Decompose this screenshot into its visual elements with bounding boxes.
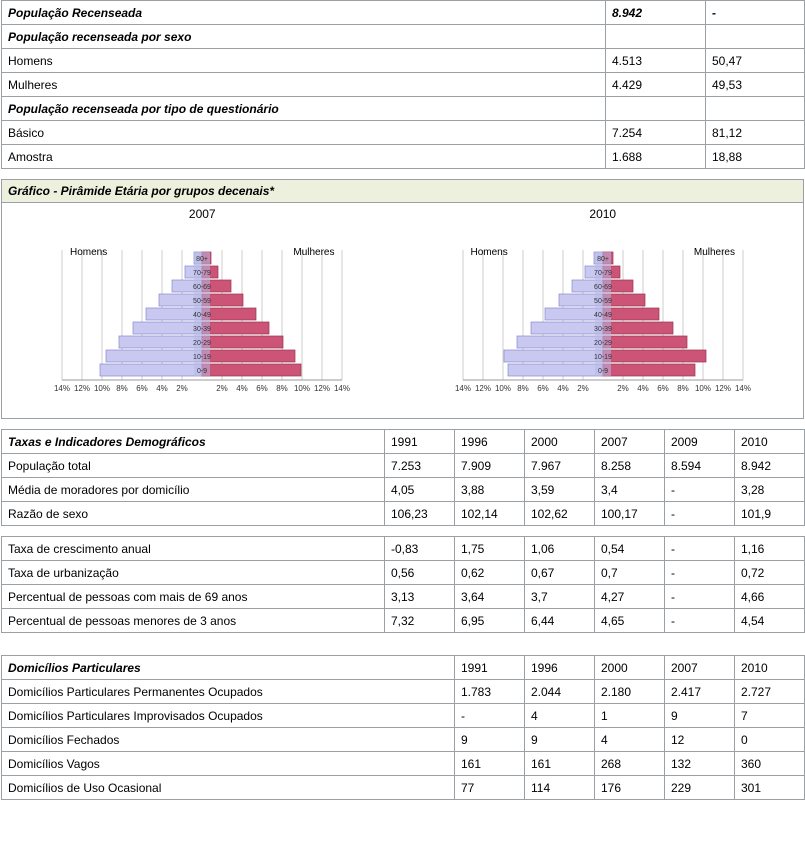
svg-text:2%: 2% — [616, 384, 629, 393]
svg-text:14%: 14% — [454, 384, 471, 393]
cell-value: 4,66 — [735, 585, 805, 609]
svg-text:12%: 12% — [74, 384, 91, 393]
table-row — [2, 537, 805, 561]
cell-value: 4,27 — [595, 585, 665, 609]
men-axis-label-left: Homens — [70, 247, 108, 258]
cell-value: 0,62 — [455, 561, 525, 585]
table-row — [2, 97, 805, 121]
table-row — [2, 25, 805, 49]
table-row — [2, 704, 805, 728]
basic-value: 7.254 — [606, 121, 706, 145]
svg-text:6%: 6% — [536, 384, 549, 393]
row-label: Domicílios Vagos — [2, 752, 455, 776]
cell-value: 7 — [735, 704, 805, 728]
cell-value: 1 — [595, 704, 665, 728]
cell-value: 0 — [735, 728, 805, 752]
indicators-table — [1, 429, 805, 526]
svg-text:10-19: 10-19 — [593, 354, 612, 361]
column-header-2009: 2009 — [665, 430, 735, 454]
men-value: 4.513 — [606, 49, 706, 73]
table-row — [2, 776, 805, 800]
cell-value: 2.180 — [595, 680, 665, 704]
women-label: Mulheres — [2, 73, 606, 97]
cell-value: 6,95 — [455, 609, 525, 633]
svg-text:12%: 12% — [474, 384, 491, 393]
svg-text:30-39: 30-39 — [593, 326, 612, 333]
column-header-2000: 2000 — [595, 656, 665, 680]
table-row — [2, 478, 805, 502]
cell-value: - — [665, 478, 735, 502]
cell-value: 1,06 — [525, 537, 595, 561]
cell-value: 0,72 — [735, 561, 805, 585]
cell-value: - — [665, 585, 735, 609]
column-header-1991: 1991 — [385, 430, 455, 454]
svg-text:2%: 2% — [176, 384, 189, 393]
cell-value: 161 — [455, 752, 525, 776]
svg-text:6%: 6% — [136, 384, 149, 393]
charts-row — [2, 203, 803, 418]
chart-year-right: 2010 — [589, 207, 617, 221]
population-table — [1, 0, 805, 169]
column-header-2000: 2000 — [525, 430, 595, 454]
cell-value: 3,28 — [735, 478, 805, 502]
column-header-1996: 1996 — [525, 656, 595, 680]
svg-text:10-19: 10-19 — [193, 354, 212, 361]
svg-text:10%: 10% — [494, 384, 511, 393]
row-label: Domicílios Particulares Permanentes Ocupados — [2, 680, 455, 704]
cell-value: 0,56 — [385, 561, 455, 585]
cell-value: -0,83 — [385, 537, 455, 561]
cell-value: 106,23 — [385, 502, 455, 526]
svg-text:6%: 6% — [256, 384, 269, 393]
women-percent: 49,53 — [706, 73, 805, 97]
cell-value: 3,13 — [385, 585, 455, 609]
cell-value: 161 — [525, 752, 595, 776]
cell-value: 0,54 — [595, 537, 665, 561]
women-axis-label-right: Mulheres — [693, 247, 735, 258]
cell-value: 7.253 — [385, 454, 455, 478]
cell-value: 176 — [595, 776, 665, 800]
cell-value: 7.909 — [455, 454, 525, 478]
svg-text:40-49: 40-49 — [593, 312, 612, 319]
households-table — [1, 655, 805, 800]
table-row — [2, 121, 805, 145]
population-by-sex-value — [606, 25, 706, 49]
table-row — [2, 73, 805, 97]
age-pyramid-chart-block — [1, 179, 804, 419]
chart-title: Gráfico - Pirâmide Etária por grupos decenais* — [2, 179, 803, 203]
population-by-sex-percent — [706, 25, 805, 49]
svg-text:0-9: 0-9 — [597, 368, 608, 375]
population-total-label: População Recenseada — [2, 1, 606, 25]
women-axis-label-left: Mulheres — [293, 247, 335, 258]
svg-text:70-79: 70-79 — [593, 270, 612, 277]
column-header-2007: 2007 — [665, 656, 735, 680]
svg-text:10%: 10% — [94, 384, 111, 393]
svg-text:2%: 2% — [216, 384, 229, 393]
spacer — [0, 419, 803, 429]
cell-value: 268 — [595, 752, 665, 776]
cell-value: 3,64 — [455, 585, 525, 609]
population-by-questionnaire-percent — [706, 97, 805, 121]
cell-value: 4 — [525, 704, 595, 728]
svg-text:40-49: 40-49 — [193, 312, 212, 319]
row-label: Razão de sexo — [2, 502, 385, 526]
svg-text:20-29: 20-29 — [593, 340, 612, 347]
cell-value: 3,7 — [525, 585, 595, 609]
cell-value: - — [455, 704, 525, 728]
svg-text:6%: 6% — [656, 384, 669, 393]
svg-text:10%: 10% — [294, 384, 311, 393]
basic-percent: 81,12 — [706, 121, 805, 145]
svg-text:60-69: 60-69 — [193, 284, 212, 291]
cell-value: 1,75 — [455, 537, 525, 561]
cell-value: - — [665, 502, 735, 526]
households-table-body — [2, 656, 805, 800]
cell-value: 360 — [735, 752, 805, 776]
cell-value: 114 — [525, 776, 595, 800]
cell-value: 1.783 — [455, 680, 525, 704]
population-by-questionnaire-value — [606, 97, 706, 121]
table-row — [2, 680, 805, 704]
row-label: Domicílios Fechados — [2, 728, 455, 752]
svg-text:30-39: 30-39 — [193, 326, 212, 333]
cell-value: 102,14 — [455, 502, 525, 526]
cell-value: 7.967 — [525, 454, 595, 478]
women-value: 4.429 — [606, 73, 706, 97]
table-row — [2, 454, 805, 478]
table-row — [2, 585, 805, 609]
basic-label: Básico — [2, 121, 606, 145]
cell-value: 4 — [595, 728, 665, 752]
svg-text:14%: 14% — [54, 384, 71, 393]
cell-value: 8.942 — [735, 454, 805, 478]
svg-text:4%: 4% — [556, 384, 569, 393]
cell-value: 4,54 — [735, 609, 805, 633]
table-row — [2, 145, 805, 169]
row-label: Taxa de crescimento anual — [2, 537, 385, 561]
cell-value: 9 — [665, 704, 735, 728]
sample-percent: 18,88 — [706, 145, 805, 169]
pyramid-wrap-right — [403, 225, 804, 410]
table-header-row — [2, 430, 805, 454]
column-header-2007: 2007 — [595, 430, 665, 454]
svg-text:20-29: 20-29 — [193, 340, 212, 347]
cell-value: 0,7 — [595, 561, 665, 585]
population-total-percent: - — [706, 1, 805, 25]
rates-table-body — [2, 537, 805, 633]
cell-value: 229 — [665, 776, 735, 800]
column-header-1996: 1996 — [455, 430, 525, 454]
svg-text:8%: 8% — [276, 384, 289, 393]
men-percent: 50,47 — [706, 49, 805, 73]
row-label: Percentual de pessoas com mais de 69 anos — [2, 585, 385, 609]
svg-text:80+: 80+ — [196, 256, 209, 263]
cell-value: 301 — [735, 776, 805, 800]
table-row — [2, 502, 805, 526]
cell-value: 77 — [455, 776, 525, 800]
table-row — [2, 609, 805, 633]
table-header-row — [2, 656, 805, 680]
cell-value: 102,62 — [525, 502, 595, 526]
spacer — [0, 526, 803, 536]
cell-value: - — [665, 561, 735, 585]
cell-value: 3,59 — [525, 478, 595, 502]
chart-year-left: 2007 — [188, 207, 216, 221]
cell-value: 3,88 — [455, 478, 525, 502]
svg-text:12%: 12% — [714, 384, 731, 393]
svg-text:60-69: 60-69 — [593, 284, 612, 291]
svg-text:0-9: 0-9 — [197, 368, 208, 375]
population-total-value: 8.942 — [606, 1, 706, 25]
population-by-questionnaire-label: População recenseada por tipo de questionário — [2, 97, 606, 121]
table-row — [2, 728, 805, 752]
svg-text:14%: 14% — [334, 384, 351, 393]
row-label: Taxa de urbanização — [2, 561, 385, 585]
cell-value: 132 — [665, 752, 735, 776]
men-label: Homens — [2, 49, 606, 73]
cell-value: 12 — [665, 728, 735, 752]
rates-table — [1, 536, 805, 633]
cell-value: 2.044 — [525, 680, 595, 704]
sample-label: Amostra — [2, 145, 606, 169]
sample-value: 1.688 — [606, 145, 706, 169]
cell-value: 9 — [525, 728, 595, 752]
cell-value: 0,67 — [525, 561, 595, 585]
cell-value: 3,4 — [595, 478, 665, 502]
table-row — [2, 561, 805, 585]
cell-value: 2.727 — [735, 680, 805, 704]
cell-value: - — [665, 609, 735, 633]
row-label: Domicílios Particulares Improvisados Ocupados — [2, 704, 455, 728]
cell-value: 9 — [455, 728, 525, 752]
population-table-body — [2, 1, 805, 169]
svg-text:2%: 2% — [576, 384, 589, 393]
svg-text:8%: 8% — [676, 384, 689, 393]
column-header-1991: 1991 — [455, 656, 525, 680]
cell-value: 4,05 — [385, 478, 455, 502]
svg-text:10%: 10% — [694, 384, 711, 393]
svg-text:80+: 80+ — [596, 256, 609, 263]
svg-text:8%: 8% — [516, 384, 529, 393]
svg-text:4%: 4% — [236, 384, 249, 393]
row-label: Percentual de pessoas menores de 3 anos — [2, 609, 385, 633]
cell-value: 101,9 — [735, 502, 805, 526]
table-row — [2, 752, 805, 776]
cell-value: 7,32 — [385, 609, 455, 633]
svg-text:4%: 4% — [156, 384, 169, 393]
pyramid-chart-2007 — [2, 203, 403, 418]
households-title: Domicílios Particulares — [2, 656, 455, 680]
population-by-sex-label: População recenseada por sexo — [2, 25, 606, 49]
indicators-title: Taxas e Indicadores Demográficos — [2, 430, 385, 454]
cell-value: 2.417 — [665, 680, 735, 704]
indicators-table-body — [2, 430, 805, 526]
row-label: Média de moradores por domicílio — [2, 478, 385, 502]
spacer — [0, 169, 803, 179]
row-label: Domicílios de Uso Ocasional — [2, 776, 455, 800]
cell-value: 6,44 — [525, 609, 595, 633]
cell-value: 8.258 — [595, 454, 665, 478]
cell-value: - — [665, 537, 735, 561]
svg-text:70-79: 70-79 — [193, 270, 212, 277]
cell-value: 8.594 — [665, 454, 735, 478]
column-header-2010: 2010 — [735, 656, 805, 680]
spacer — [0, 633, 803, 655]
men-axis-label-right: Homens — [470, 247, 508, 258]
table-row — [2, 1, 805, 25]
svg-text:8%: 8% — [116, 384, 129, 393]
svg-text:50-59: 50-59 — [593, 298, 612, 305]
svg-text:14%: 14% — [734, 384, 751, 393]
cell-value: 100,17 — [595, 502, 665, 526]
pyramid-chart-2010 — [403, 203, 804, 418]
svg-text:4%: 4% — [636, 384, 649, 393]
row-label: População total — [2, 454, 385, 478]
svg-text:12%: 12% — [314, 384, 331, 393]
table-row — [2, 49, 805, 73]
cell-value: 4,65 — [595, 609, 665, 633]
pyramid-wrap-left — [2, 225, 403, 410]
cell-value: 1,16 — [735, 537, 805, 561]
svg-text:50-59: 50-59 — [193, 298, 212, 305]
column-header-2010: 2010 — [735, 430, 805, 454]
